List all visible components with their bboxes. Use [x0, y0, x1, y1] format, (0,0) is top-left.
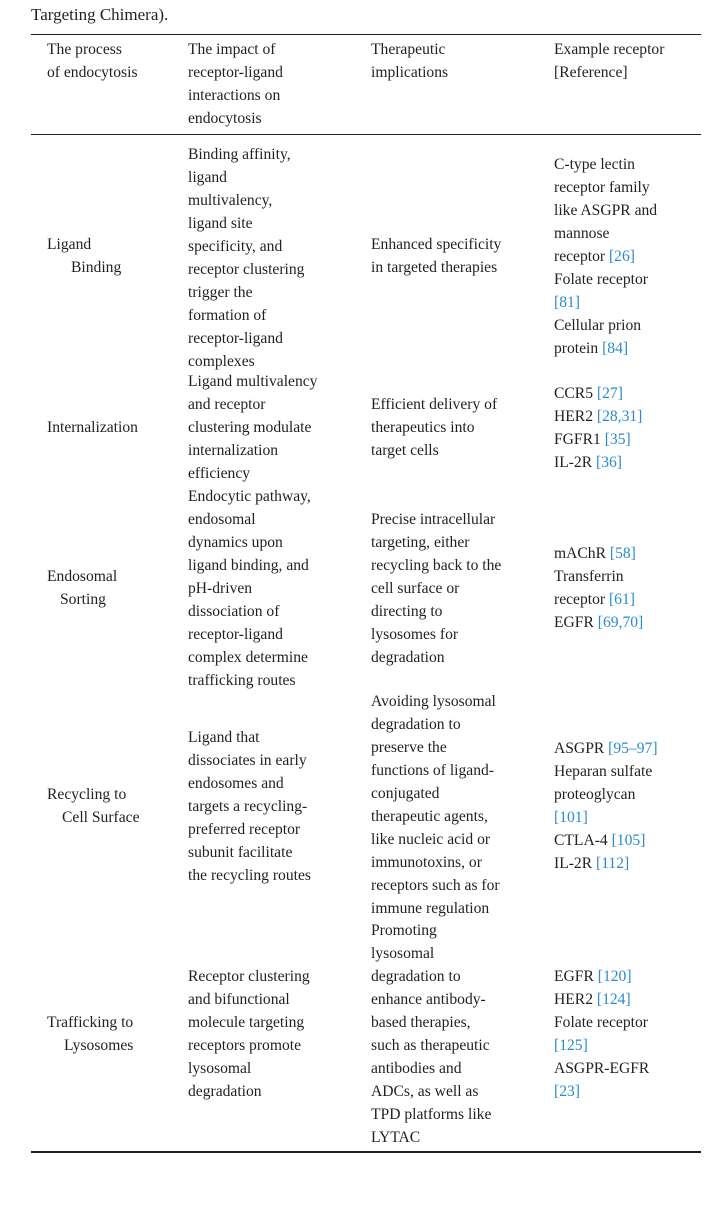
row-impact	[188, 965, 356, 1103]
reference-link[interactable]: [27]	[596, 385, 623, 402]
row-process-line: Cell Surface	[62, 809, 140, 826]
row-process	[47, 783, 175, 829]
receptor-line	[554, 542, 704, 565]
receptor-line	[554, 760, 704, 783]
reference-link[interactable]: [84]	[602, 340, 629, 357]
reference-link[interactable]: [26]	[608, 248, 635, 265]
row-implication	[371, 393, 541, 462]
receptor-text: like ASGPR and	[554, 202, 658, 219]
row-implication-line: enhance antibody-	[371, 991, 486, 1008]
row-impact-line: receptor-ligand	[188, 626, 283, 643]
row-implication-line: immunotoxins, or	[371, 854, 482, 871]
row-process	[47, 565, 175, 611]
receptor-text: EGFR	[554, 614, 598, 631]
receptor-text: FGFR1	[554, 431, 605, 448]
table-top-rule	[31, 34, 701, 35]
row-impact-line: receptor clustering	[188, 261, 305, 278]
row-implication-line: directing to	[371, 603, 443, 620]
receptor-text: ASGPR	[554, 740, 609, 757]
row-implication-line: TPD platforms like	[371, 1106, 492, 1123]
row-receptors	[554, 737, 704, 875]
row-implication-line: LYTAC	[371, 1129, 421, 1146]
row-implication-line: therapeutics into	[371, 419, 475, 436]
receptor-line	[554, 153, 704, 176]
row-impact-line: multivalency,	[188, 192, 273, 209]
receptor-text: proteoglycan	[554, 786, 636, 803]
receptor-line	[554, 783, 704, 806]
receptor-line	[554, 222, 704, 245]
row-impact-line: targets a recycling-	[188, 798, 308, 815]
row-impact-line: subunit facilitate	[188, 844, 293, 861]
row-impact	[188, 485, 356, 692]
receptor-text: HER2	[554, 408, 597, 425]
receptor-text: mAChR	[554, 545, 610, 562]
row-implication-line: in targeted therapies	[371, 259, 498, 276]
row-impact-line: receptors promote	[188, 1037, 302, 1054]
reference-link[interactable]: [95–97]	[608, 740, 658, 757]
reference-link[interactable]: [124]	[596, 991, 631, 1008]
receptor-text: C-type lectin	[554, 156, 635, 173]
receptor-line	[554, 988, 704, 1011]
receptor-line	[554, 588, 704, 611]
receptor-line	[554, 314, 704, 337]
row-process-line: Internalization	[47, 419, 138, 436]
receptor-line	[554, 245, 704, 268]
receptor-text: Folate receptor	[554, 1014, 648, 1031]
row-impact-line: pH-driven	[188, 580, 253, 597]
reference-link[interactable]: [125]	[554, 1037, 588, 1054]
row-receptors	[554, 965, 704, 1103]
receptor-text: CCR5	[554, 385, 597, 402]
receptor-text: EGFR	[554, 968, 598, 985]
row-implication-line: target cells	[371, 442, 439, 459]
row-implication-line: degradation to	[371, 716, 461, 733]
row-implication-line: cell surface or	[371, 580, 460, 597]
row-process	[47, 233, 175, 279]
reference-link[interactable]: [58]	[609, 545, 636, 562]
header-impact-line: endocytosis	[188, 110, 262, 127]
row-impact-line: ligand	[188, 169, 227, 186]
header-example-receptor-line: [Reference]	[554, 64, 628, 81]
receptor-line	[554, 611, 704, 634]
row-process-line: Trafficking to	[47, 1014, 134, 1031]
row-implication-line: degradation to	[371, 968, 461, 985]
row-impact-line: ligand binding, and	[188, 557, 309, 574]
row-impact-line: and bifunctional	[188, 991, 290, 1008]
receptor-line	[554, 1080, 704, 1103]
row-impact-line: preferred receptor	[188, 821, 301, 838]
row-impact-line: complexes	[188, 353, 255, 370]
row-implication-line: Promoting	[371, 922, 437, 939]
row-process	[47, 1011, 175, 1057]
row-impact-line: trigger the	[188, 284, 253, 301]
receptor-line	[554, 199, 704, 222]
receptor-text: ASGPR-EGFR	[554, 1060, 650, 1077]
row-impact-line: molecule targeting	[188, 1014, 305, 1031]
reference-link[interactable]: [35]	[604, 431, 631, 448]
row-process-line: Recycling to	[47, 786, 127, 803]
header-impact	[188, 38, 356, 130]
row-implication	[371, 233, 541, 279]
reference-link[interactable]: [61]	[608, 591, 635, 608]
reference-link[interactable]: [105]	[611, 832, 646, 849]
reference-link[interactable]: [120]	[597, 968, 632, 985]
row-implication-line: recycling back to the	[371, 557, 502, 574]
receptor-text: IL-2R	[554, 855, 597, 872]
header-impact-line: receptor-ligand	[188, 64, 283, 81]
row-impact-line: complex determine	[188, 649, 308, 666]
header-impact-line: The impact of	[188, 41, 276, 58]
header-example-receptor-line: Example receptor	[554, 41, 665, 58]
row-impact	[188, 370, 356, 485]
receptor-text: IL-2R	[554, 454, 597, 471]
receptor-text: Transferrin	[554, 568, 624, 585]
row-impact-line: endosomal	[188, 511, 256, 528]
row-implication-line: such as therapeutic	[371, 1037, 490, 1054]
header-impact-line: interactions on	[188, 87, 281, 104]
receptor-text: receptor	[554, 248, 609, 265]
table-header-rule	[31, 134, 701, 135]
receptor-text: protein	[554, 340, 603, 357]
receptor-line	[554, 1011, 704, 1034]
row-impact-line: Binding affinity,	[188, 146, 291, 163]
row-implication	[371, 919, 541, 1149]
caption-last-line: Targeting Chimera).	[31, 5, 169, 24]
row-implication-line: lysosomes for	[371, 626, 459, 643]
reference-link[interactable]: [112]	[596, 855, 630, 872]
receptor-line	[554, 806, 704, 829]
receptor-line	[554, 291, 704, 314]
row-implication-line: receptors such as for	[371, 877, 500, 894]
header-implications	[371, 38, 541, 84]
row-impact-line: clustering modulate	[188, 419, 312, 436]
receptor-text: Cellular prion	[554, 317, 642, 334]
row-process	[47, 416, 175, 439]
row-implication-line: based therapies,	[371, 1014, 471, 1031]
row-process-line: Endosomal	[47, 568, 118, 585]
receptor-line	[554, 1034, 704, 1057]
row-impact-line: dissociates in early	[188, 752, 307, 769]
row-impact-line: specificity, and	[188, 238, 283, 255]
row-impact-line: and receptor	[188, 396, 266, 413]
reference-link[interactable]: [81]	[554, 294, 580, 311]
row-implication-line: Precise intracellular	[371, 511, 496, 528]
row-impact-line: degradation	[188, 1083, 262, 1100]
reference-link[interactable]: [69,70]	[597, 614, 644, 631]
row-receptors	[554, 382, 704, 474]
row-implication	[371, 508, 541, 669]
row-implication-line: Avoiding lysosomal	[371, 693, 496, 710]
receptor-line	[554, 451, 704, 474]
row-receptors	[554, 153, 704, 360]
receptor-text: mannose	[554, 225, 610, 242]
receptor-line	[554, 565, 704, 588]
reference-link[interactable]: [23]	[554, 1083, 580, 1100]
reference-link[interactable]: [28,31]	[596, 408, 643, 425]
receptor-text: HER2	[554, 991, 597, 1008]
row-implication-line: functions of ligand-	[371, 762, 494, 779]
row-implication-line: preserve the	[371, 739, 447, 756]
row-implication-line: lysosomal	[371, 945, 435, 962]
receptor-line	[554, 737, 704, 760]
receptor-line	[554, 382, 704, 405]
row-receptors	[554, 542, 704, 634]
row-implication-line: Efficient delivery of	[371, 396, 498, 413]
receptor-line	[554, 405, 704, 428]
row-implication-line: degradation	[371, 649, 445, 666]
header-process-line: The process	[47, 41, 122, 58]
row-process-line: Binding	[71, 259, 122, 276]
receptor-text: CTLA-4	[554, 832, 612, 849]
row-impact-line: Receptor clustering	[188, 968, 310, 985]
receptor-text: receptor family	[554, 179, 650, 196]
header-implications-line: Therapeutic	[371, 41, 446, 58]
row-impact-line: dynamics upon	[188, 534, 283, 551]
row-implication-line: like nucleic acid or	[371, 831, 491, 848]
receptor-line	[554, 1057, 704, 1080]
receptor-line	[554, 829, 704, 852]
row-impact-line: ligand site	[188, 215, 253, 232]
receptor-line	[554, 337, 704, 360]
row-implication-line: antibodies and	[371, 1060, 462, 1077]
receptor-line	[554, 428, 704, 451]
receptor-text: Folate receptor	[554, 271, 648, 288]
row-impact-line: Endocytic pathway,	[188, 488, 311, 505]
row-process-line: Lysosomes	[64, 1037, 134, 1054]
row-impact-line: dissociation of	[188, 603, 280, 620]
row-process-line: Ligand	[47, 236, 92, 253]
row-impact-line: formation of	[188, 307, 267, 324]
row-implication-line: immune regulation	[371, 900, 490, 917]
header-process-line: of endocytosis	[47, 64, 138, 81]
row-impact-line: Ligand that	[188, 729, 260, 746]
receptor-text: Heparan sulfate	[554, 763, 653, 780]
header-process	[47, 38, 175, 84]
row-impact-line: Ligand multivalency	[188, 373, 318, 390]
receptor-line	[554, 965, 704, 988]
reference-link[interactable]: [36]	[596, 454, 622, 471]
row-impact-line: trafficking routes	[188, 672, 296, 689]
row-impact	[188, 726, 356, 887]
row-process-line: Sorting	[60, 591, 106, 608]
receptor-line	[554, 268, 704, 291]
row-implication-line: therapeutic agents,	[371, 808, 488, 825]
row-impact-line: the recycling routes	[188, 867, 311, 884]
row-impact-line: efficiency	[188, 465, 251, 482]
receptor-line	[554, 176, 704, 199]
row-impact	[188, 143, 356, 373]
header-example-receptor	[554, 38, 704, 84]
header-implications-line: implications	[371, 64, 449, 81]
row-implication	[371, 690, 541, 920]
receptor-text: receptor	[554, 591, 609, 608]
row-implication-line: Enhanced specificity	[371, 236, 502, 253]
row-implication-line: targeting, either	[371, 534, 470, 551]
reference-link[interactable]: [101]	[554, 809, 588, 826]
receptor-line	[554, 852, 704, 875]
row-impact-line: endosomes and	[188, 775, 284, 792]
row-impact-line: internalization	[188, 442, 279, 459]
row-impact-line: receptor-ligand	[188, 330, 283, 347]
row-implication-line: ADCs, as well as	[371, 1083, 479, 1100]
row-impact-line: lysosomal	[188, 1060, 252, 1077]
row-implication-line: conjugated	[371, 785, 440, 802]
table-bottom-rule	[31, 1151, 701, 1153]
